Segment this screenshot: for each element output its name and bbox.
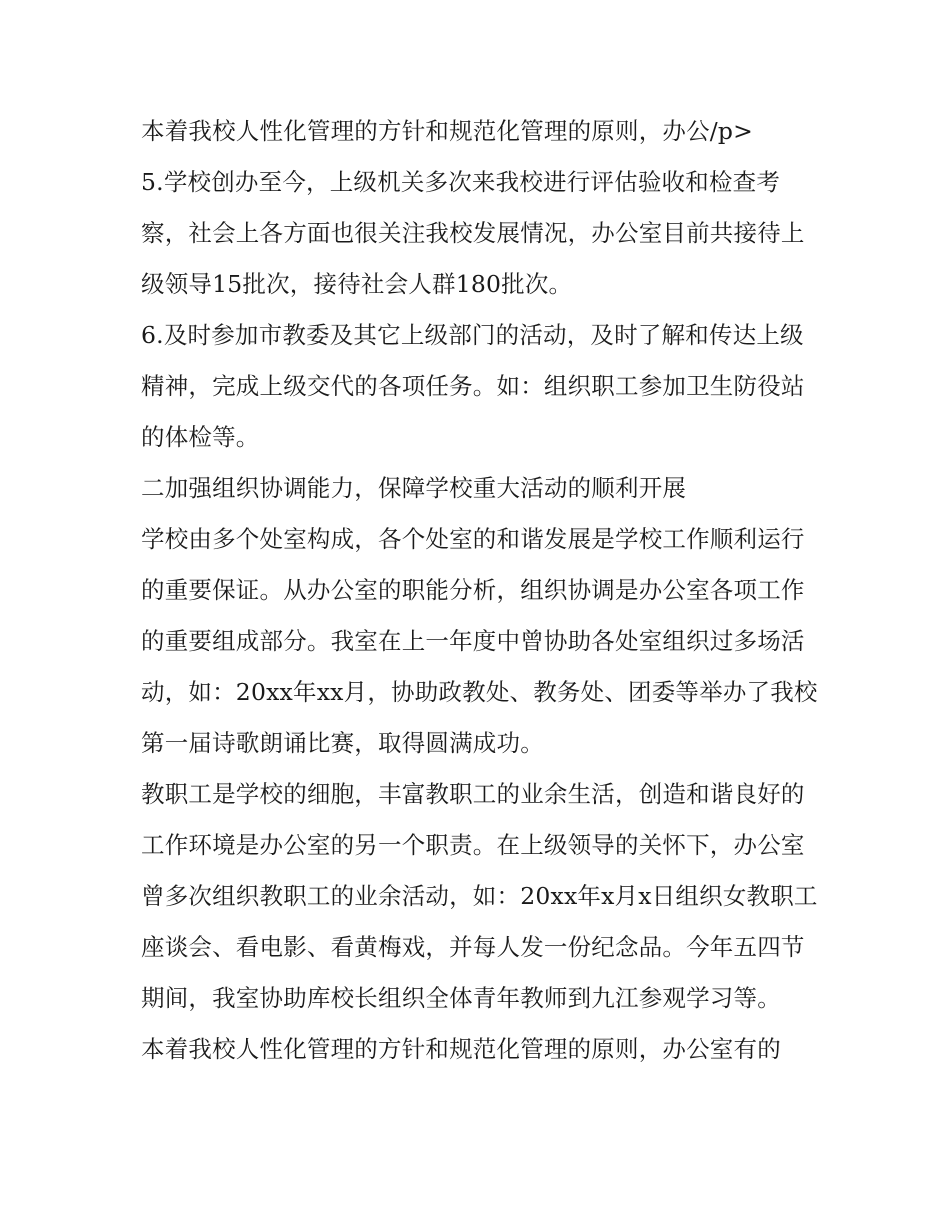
paragraph-2: 5.学校创办至今，上级机关多次来我校进行评估验收和检查考察，社会上各方面也很关注我校发展情况，办公室目前共接待上级领导15批次，接待社会人群180批次。 (141, 168, 805, 298)
paragraph-1: 本着我校人性化管理的方针和规范化管理的原则，办公/p> (141, 117, 754, 145)
paragraph-3: 6.及时参加市教委及其它上级部门的活动，及时了解和传达上级精神，完成上级交代的各项任务。如：组织职工参加卫生防役站的体检等。 (141, 321, 805, 451)
paragraph-6: 本着我校人性化管理的方针和规范化管理的原则，办公室有的 (141, 1035, 781, 1063)
section-heading: 二加强组织协调能力，保障学校重大活动的顺利开展 (141, 474, 687, 502)
document-body (141, 106, 821, 1075)
paragraph-4: 学校由多个处室构成，各个处室的和谐发展是学校工作顺利运行的重要保证。从办公室的职能分析，组织协调是办公室各项工作的重要组成部分。我室在上一年度中曾协助各处室组织过多场活动，如：20xx年xx月，协助政教处、教务处、团委等举办了我校第一届诗歌朗诵比赛，取得圆满成功。 (141, 525, 818, 757)
paragraph-5: 教职工是学校的细胞，丰富教职工的业余生活，创造和谐良好的工作环境是办公室的另一个职责。在上级领导的关怀下，办公室曾多次组织教职工的业余活动，如：20xx年x月x日组织女教职工座谈会、看电影、看黄梅戏，并每人发一份纪念品。今年五四节期间，我室协助库校长组织全体青年教师到九江参观学习等。 (141, 780, 818, 1012)
